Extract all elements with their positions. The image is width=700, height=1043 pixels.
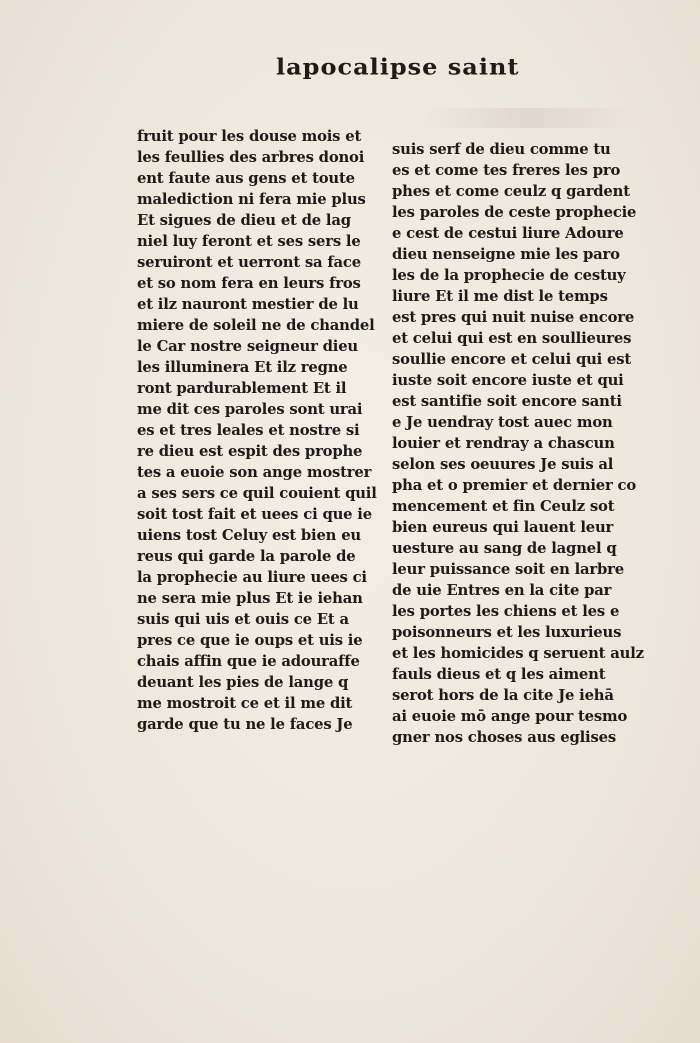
text-line: me dit ces paroles sont urai <box>137 401 363 418</box>
running-head: lapocalipse saint <box>276 52 520 81</box>
text-line: mencement et fin Ceulz sot <box>392 498 615 515</box>
text-line: seruiront et uerront sa face <box>137 254 361 271</box>
text-line: re dieu est espit des prophe <box>137 443 363 460</box>
text-line: uiens tost Celuy est bien eu <box>137 527 361 544</box>
text-line: a ses sers ce quil couient quil <box>137 485 377 502</box>
text-line: phes et come ceulz q gardent <box>392 183 630 200</box>
text-line: garde que tu ne le faces Je <box>137 716 353 733</box>
text-line: e Je uendray tost auec mon <box>392 414 613 431</box>
text-line: uesture au sang de lagnel q <box>392 540 617 557</box>
text-line: ent faute aus gens et toute <box>137 170 355 187</box>
text-line: suis serf de dieu comme tu <box>392 141 611 158</box>
text-line: ne sera mie plus Et ie iehan <box>137 590 363 607</box>
text-line: ront pardurablement Et il <box>137 380 347 397</box>
text-line: est santifie soit encore santi <box>392 393 622 410</box>
left-column <box>137 126 382 735</box>
text-line: malediction ni fera mie plus <box>137 191 366 208</box>
text-line: fauls dieus et q les aiment <box>392 666 606 683</box>
text-line: serot hors de la cite Je iehā <box>392 687 614 704</box>
text-line: pres ce que ie oups et uis ie <box>137 632 363 649</box>
text-line: gner nos choses aus eglises <box>392 729 616 746</box>
text-line: deuant les pies de lange q <box>137 674 349 691</box>
text-line: leur puissance soit en larbre <box>392 561 624 578</box>
text-line: les paroles de ceste prophecie <box>392 204 637 221</box>
text-line: de uie Entres en la cite par <box>392 582 612 599</box>
text-line: et so nom fera en leurs fros <box>137 275 361 292</box>
text-line: liure Et il me dist le temps <box>392 288 608 305</box>
text-line: les portes les chiens et les e <box>392 603 620 620</box>
text-line: poisonneurs et les luxurieus <box>392 624 622 641</box>
text-line: e cest de cestui liure Adoure <box>392 225 624 242</box>
text-line: et les homicides q seruent aulz <box>392 645 644 662</box>
text-line: les illuminera Et ilz regne <box>137 359 348 376</box>
text-line: iuste soit encore iuste et qui <box>392 372 624 389</box>
text-line: selon ses oeuures Je suis al <box>392 456 614 473</box>
text-line: reus qui garde la parole de <box>137 548 356 565</box>
text-line: es et come tes freres les pro <box>392 162 621 179</box>
text-line: tes a euoie son ange mostrer <box>137 464 372 481</box>
text-line: dieu nenseigne mie les paro <box>392 246 620 263</box>
text-line: pha et o premier et dernier co <box>392 477 637 494</box>
text-line: louier et rendray a chascun <box>392 435 615 452</box>
text-line: ai euoie mō ange pour tesmo <box>392 708 628 725</box>
text-line: les de la prophecie de cestuy <box>392 267 626 284</box>
text-line: les feullies des arbres donoi <box>137 149 365 166</box>
text-line: soit tost fait et uees ci que ie <box>137 506 372 523</box>
right-column <box>392 139 652 748</box>
text-line: suis qui uis et ouis ce Et a <box>137 611 349 628</box>
text-line: soullie encore et celui qui est <box>392 351 632 368</box>
text-line: est pres qui nuit nuise encore <box>392 309 635 326</box>
text-line: es et tres leales et nostre si <box>137 422 360 439</box>
text-line: me mostroit ce et il me dit <box>137 695 353 712</box>
text-line: et ilz nauront mestier de lu <box>137 296 359 313</box>
text-line: fruit pour les douse mois et <box>137 128 362 145</box>
text-line: et celui qui est en soullieures <box>392 330 632 347</box>
text-line: bien eureus qui lauent leur <box>392 519 614 536</box>
text-line: la prophecie au liure uees ci <box>137 569 367 586</box>
ink-smudge <box>420 108 635 128</box>
text-line: Et sigues de dieu et de lag <box>137 212 351 229</box>
text-line: chais affin que ie adouraffe <box>137 653 360 670</box>
text-line: niel luy feront et ses sers le <box>137 233 361 250</box>
text-line: miere de soleil ne de chandel <box>137 317 375 334</box>
text-line: le Car nostre seigneur dieu <box>137 338 358 355</box>
